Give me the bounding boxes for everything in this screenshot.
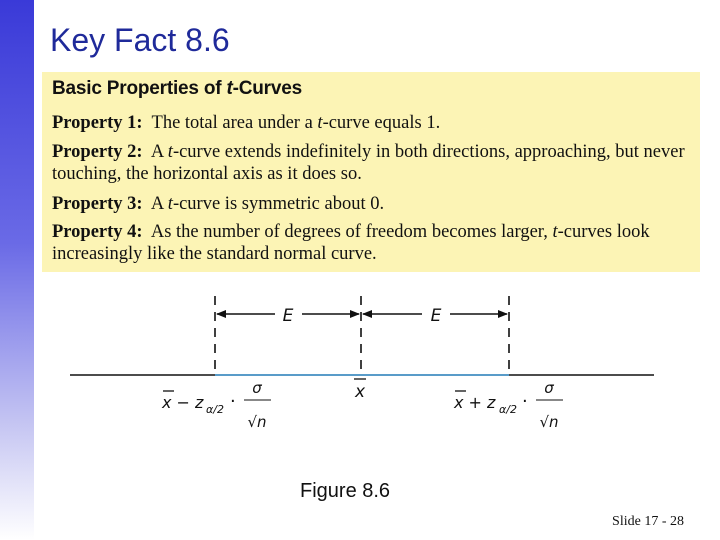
- right-endpoint-label: x + z: [454, 393, 496, 412]
- slide-title: Key Fact 8.6: [50, 22, 230, 58]
- left-e-label: E: [282, 306, 294, 326]
- left-endpoint-label: x − z: [162, 393, 204, 412]
- left-accent-bar: [0, 0, 34, 540]
- property-3-label: Property 3:: [52, 194, 143, 214]
- right-sqrt-n: √n: [539, 413, 559, 431]
- left-sigma: σ: [252, 379, 262, 397]
- property-2-label: Property 2:: [52, 142, 143, 162]
- box-heading-prefix: Basic Properties of: [52, 78, 227, 99]
- right-e-label: E: [430, 306, 442, 326]
- left-subscript: α/2: [206, 403, 224, 416]
- property-2: [52, 141, 697, 185]
- figure-caption: Figure 8.6: [300, 480, 391, 502]
- variable-t: t: [167, 194, 173, 214]
- variable-t: t: [167, 142, 173, 162]
- key-fact-box: [42, 72, 700, 272]
- property-4: [52, 221, 697, 265]
- property-3-text: A t-curve is symmetric about 0.: [150, 194, 385, 214]
- property-2-text: A t-curve extends indefinitely in both directions, approaching, but never touching, the horizontal axis as it does so.: [52, 142, 685, 184]
- property-4-text: As the number of degrees of freedom becomes larger, t-curves look increasingly like the standard normal curve.: [52, 222, 650, 264]
- property-1-text: The total area under a t-curve equals 1.: [151, 113, 441, 133]
- left-sqrt-n: √n: [247, 413, 267, 431]
- box-heading: [52, 78, 302, 100]
- right-subscript: α/2: [499, 403, 517, 416]
- right-dot: ·: [522, 391, 528, 412]
- property-3: [52, 193, 697, 215]
- confidence-interval-figure: [60, 290, 660, 440]
- right-sigma: σ: [544, 379, 554, 397]
- property-1: [52, 112, 697, 134]
- slide-number: Slide 17 - 28: [612, 514, 684, 529]
- box-heading-suffix: -Curves: [232, 78, 302, 99]
- box-heading-var: t: [226, 78, 233, 99]
- center-label: x: [354, 382, 366, 402]
- variable-t: t: [317, 113, 323, 133]
- variable-t: t: [552, 222, 558, 242]
- property-4-label: Property 4:: [52, 222, 143, 242]
- property-1-label: Property 1:: [52, 113, 143, 133]
- left-dot: ·: [230, 391, 236, 412]
